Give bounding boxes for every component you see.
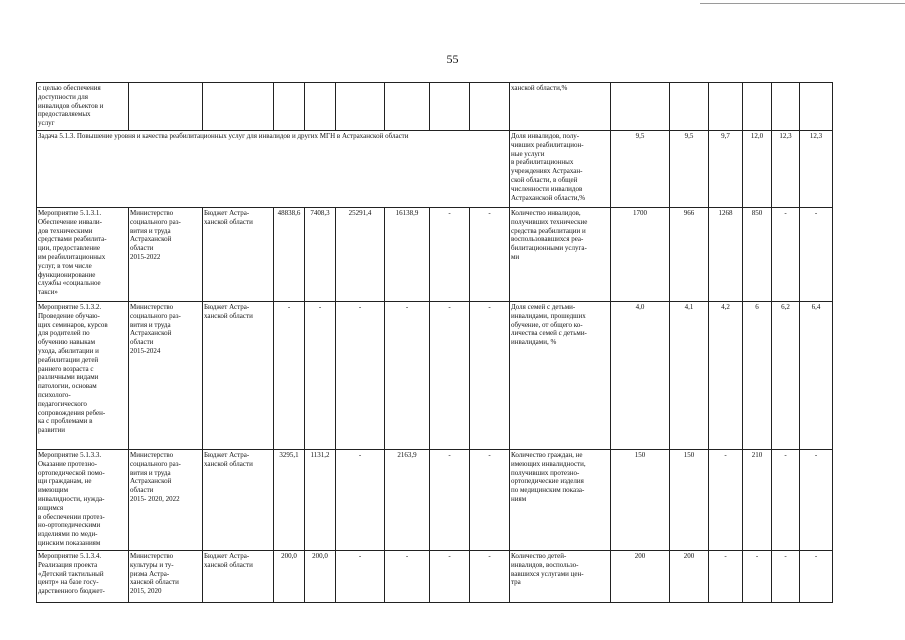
value-cell: 7408,3 [305,208,336,302]
indicator-cell: Количество детей- инвалидов, воспользо- вавшихся услугами цен- тра [510,551,611,603]
activity-cell: Мероприятие 5.1.3.1. Обеспечение инвали- дов техническими средствами реабилита- ции, предоставление им реабилитационных услуг, в том числе функционирование службы «социальное такси» [37,208,129,302]
source-cell: Бюджет Астра- ханской области [203,302,274,450]
indicator-cell: Доля инвалидов, полу- чивших реабилитацион- ные услуги в реабилитационных учреждениях Астрахан- ской области, в общей численности инвалидов Астраханской области,% [510,131,611,208]
value-cell [385,83,430,131]
indicator-value-cell: 9,5 [670,131,709,208]
executor-cell: Министерство социального раз- вития и труда Астраханской области 2015-2024 [129,302,203,450]
executor-cell [129,83,203,131]
indicator-value-cell: - [800,551,833,603]
indicator-value-cell: 150 [670,450,709,551]
value-cell [470,83,510,131]
indicator-value-cell: 150 [611,450,670,551]
indicator-value-cell: 12,0 [743,131,772,208]
value-cell: 16138,9 [385,208,430,302]
table-row [37,208,833,302]
value-cell: - [470,208,510,302]
indicator-value-cell: - [709,450,743,551]
value-cell [274,83,305,131]
page-number: 55 [446,52,459,66]
table-row [37,450,833,551]
source-cell: Бюджет Астра- ханской области [203,551,274,603]
indicator-value-cell: 9,7 [709,131,743,208]
value-cell: 1131,2 [305,450,336,551]
table-row [37,83,833,131]
indicator-value-cell [611,83,670,131]
value-cell: - [470,450,510,551]
value-cell: 200,0 [274,551,305,603]
indicator-value-cell: - [709,551,743,603]
value-cell: 3295,1 [274,450,305,551]
value-cell: - [385,302,430,450]
indicator-value-cell: 200 [611,551,670,603]
activity-cell: Мероприятие 5.1.3.2. Проведение обучаю- щих семинаров, курсов для родителей по обучению навыкам ухода, абилитации и реабилитации детей раннего возраста с различными видами патологии, основам психолого- педагогического сопровождения ребен- ка с проблемами в развитии [37,302,129,450]
activity-cell: Мероприятие 5.1.3.4. Реализация проекта «Детский тактильный центр» на базе госу- дарственного бюджет- [37,551,129,603]
indicator-cell: Количество граждан, не имеющих инвалидности, получивших протезно- ортопедические изделия по медицинским показа- ниям [510,450,611,551]
indicator-value-cell [670,83,709,131]
activity-cell: Мероприятие 5.1.3.3. Оказание протезно- ортопедической помо- щи гражданам, не имеющим инвалидности, нужда- ющимся в обеспечении протез- но-ортопедическими изделиями по меди- цинским показаниям [37,450,129,551]
table-row [37,131,833,208]
indicator-cell: ханской области,% [510,83,611,131]
value-cell: 200,0 [305,551,336,603]
value-cell: - [430,208,470,302]
executor-cell: Министерство социального раз- вития и труда Астраханской области 2015-2022 [129,208,203,302]
indicator-value-cell [709,83,743,131]
indicator-value-cell: - [800,208,833,302]
value-cell: 48838,6 [274,208,305,302]
value-cell: - [336,551,385,603]
indicator-value-cell [743,83,772,131]
value-cell: - [430,302,470,450]
top-rule [700,3,905,4]
indicator-value-cell: - [743,551,772,603]
executor-cell: Министерство социального раз- вития и труда Астраханской области 2015- 2020, 2022 [129,450,203,551]
source-cell [203,83,274,131]
value-cell: 25291,4 [336,208,385,302]
indicator-cell: Доля семей с детьми- инвалидами, прошедших обучение, от общего ко- личества семей с детьми- инвалидами, % [510,302,611,450]
table-row [37,551,833,603]
indicator-value-cell: 12,3 [800,131,833,208]
value-cell: - [470,551,510,603]
indicator-value-cell: - [772,551,800,603]
indicator-value-cell: 200 [670,551,709,603]
value-cell [430,83,470,131]
executor-cell: Министерство культуры и ту- ризма Астра- ханской области 2015, 2020 [129,551,203,603]
value-cell: - [430,551,470,603]
value-cell: - [336,450,385,551]
indicator-value-cell: 4,2 [709,302,743,450]
indicator-value-cell: - [772,450,800,551]
activity-cell: с целью обеспечения доступности для инвалидов объектов и предоставляемых услуг [37,83,129,131]
indicator-value-cell: 4,1 [670,302,709,450]
value-cell: - [305,302,336,450]
indicator-value-cell: 12,3 [772,131,800,208]
indicator-value-cell: 6,4 [800,302,833,450]
source-cell: Бюджет Астра- ханской области [203,208,274,302]
indicator-value-cell: 6 [743,302,772,450]
value-cell: - [430,450,470,551]
source-cell: Бюджет Астра- ханской области [203,450,274,551]
indicator-value-cell: 6,2 [772,302,800,450]
value-cell: - [470,302,510,450]
indicator-value-cell: 4,0 [611,302,670,450]
value-cell: - [274,302,305,450]
value-cell [336,83,385,131]
indicator-value-cell: 850 [743,208,772,302]
task-cell: Задача 5.1.3. Повышение уровня и качества реабилитационных услуг для инвалидов и других МГН в Астраханской области [37,131,510,208]
table-row [37,302,833,450]
value-cell: - [385,551,430,603]
indicator-value-cell: 1700 [611,208,670,302]
indicator-value-cell: 1268 [709,208,743,302]
program-table [36,82,833,603]
indicator-value-cell [772,83,800,131]
indicator-value-cell: - [800,450,833,551]
indicator-value-cell: 966 [670,208,709,302]
indicator-value-cell: 210 [743,450,772,551]
indicator-cell: Количество инвалидов, получивших технические средства реабилитации и воспользовавшихся реа- билитационными услуга- ми [510,208,611,302]
indicator-value-cell [800,83,833,131]
value-cell: 2163,9 [385,450,430,551]
indicator-value-cell: - [772,208,800,302]
value-cell: - [336,302,385,450]
indicator-value-cell: 9,5 [611,131,670,208]
value-cell [305,83,336,131]
